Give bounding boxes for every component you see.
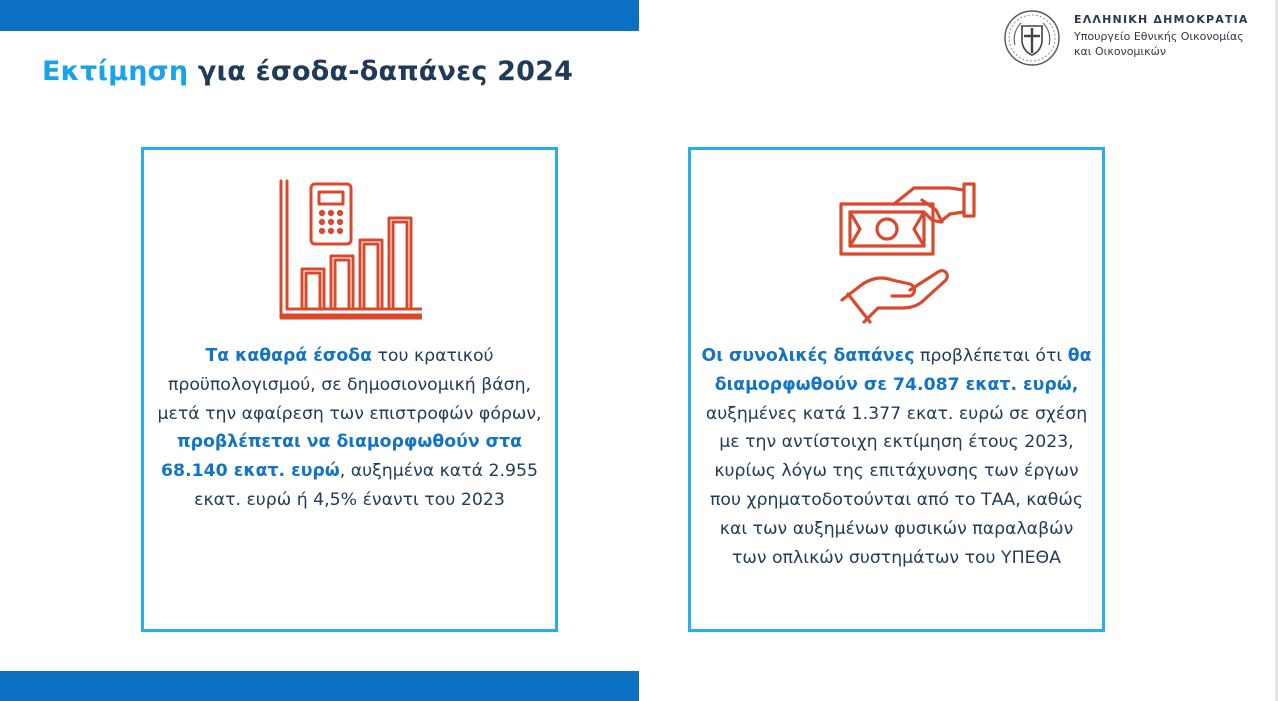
hand-giving-money-icon: [838, 182, 978, 331]
page-title: [42, 56, 573, 87]
title-rest: για έσοδα-δαπάνες 2024: [188, 56, 574, 87]
org-name: ΕΛΛΗΝΙΚΗ ΔΗΜΟΚΡΑΤΙΑ: [1074, 13, 1249, 26]
revenue-highlight-2: προβλέπεται να διαμορφωθούν στα 68.140 εκατ. ευρώ: [161, 432, 522, 482]
bottom-accent-bar: [0, 671, 639, 701]
ministry-name-line2: και Οικονομικών: [1074, 45, 1166, 58]
expenditure-text-2: αυξημένες κατά 1.377 εκατ. ευρώ σε σχέση με την αντίστοιχη εκτίμηση έτους 2023, κυρίως λόγω της επιτάχυνσης των έργων που χρηματοδοτούνται από το ΤΑΑ, καθώς και των αυξημένων φυσικών παραλαβών των οπλικών συστημάτων του ΥΠΕΘΑ: [705, 403, 1088, 568]
greek-coat-of-arms-icon: [1003, 9, 1061, 67]
revenue-text-2: , αυξημένα κατά 2.955 εκατ. ευρώ ή 4,5% έναντι του 2023: [194, 461, 538, 510]
ministry-name: Υπουργείο Εθνικής Οικονομίας: [1074, 30, 1244, 43]
revenue-highlight-1: Τα καθαρά έσοδα: [205, 346, 372, 366]
expenditure-highlight-1: Οι συνολικές δαπάνες: [701, 346, 915, 366]
expenditure-highlight-2: θα διαμορφωθούν σε 74.087 εκατ. ευρώ,: [714, 346, 1092, 395]
bar-chart-calculator-icon: [277, 178, 422, 327]
ministry-logo: [1003, 9, 1273, 69]
title-highlight: Εκτίμηση: [42, 56, 189, 87]
expenditure-card: [688, 147, 1105, 632]
expenditure-text-1: προβλέπεται ότι: [914, 346, 1068, 366]
revenue-card: [141, 147, 558, 632]
top-accent-bar: [0, 0, 639, 31]
revenue-text-1: του κρατικού προϋπολογισμού, σε δημοσιονομική βάση, μετά την αφαίρεση των επιστροφών φόρων,: [157, 346, 542, 424]
expenditure-description: [701, 342, 1092, 572]
revenue-description: [154, 342, 545, 515]
